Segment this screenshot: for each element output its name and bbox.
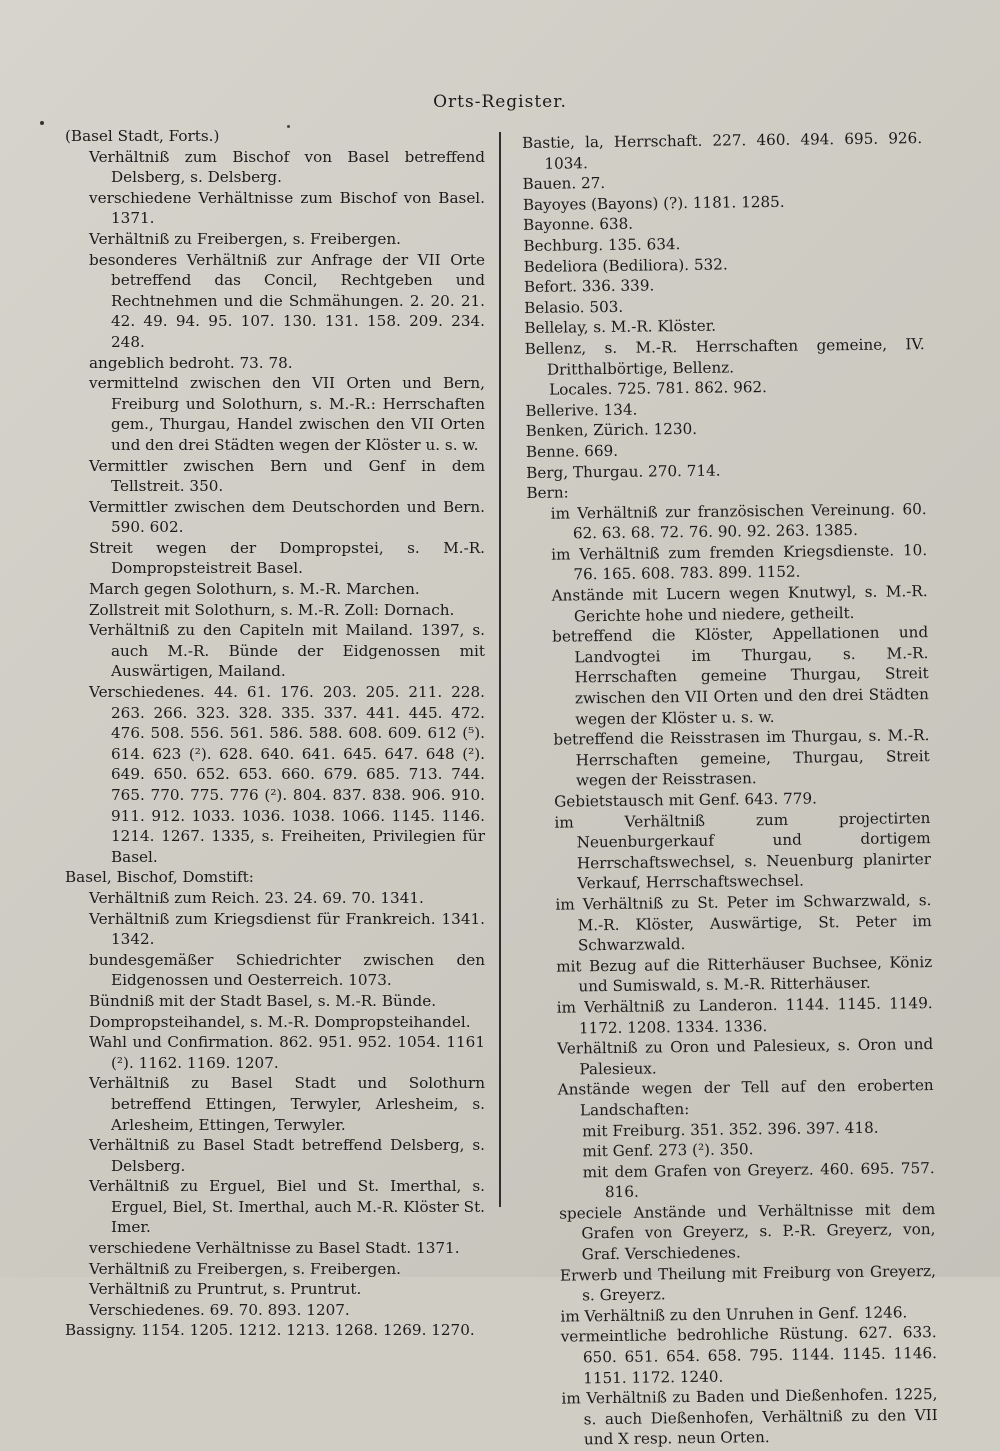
index-entry: Verschiedenes. 69. 70. 893. 1207. xyxy=(89,1300,350,1319)
index-entry: Bayonne. 638. xyxy=(523,215,634,235)
column-divider xyxy=(499,132,501,1207)
index-entry: vermeintliche bedrohliche Rüstung. 627. 633. 650. 651. 654. 658. 795. 1144. 1145. 1146. 1151. 1172. 1240. xyxy=(560,1323,938,1387)
index-entry: Anstände wegen der Tell auf den eroberten Landschaften: xyxy=(557,1076,934,1120)
index-entry: mit dem Grafen von Greyerz. 460. 695. 757. 816. xyxy=(582,1158,935,1202)
index-entry: Benne. 669. xyxy=(525,441,619,461)
index-entry: Wahl und Confirmation. 862. 951. 952. 1054. 1161 (²). 1162. 1169. 1207. xyxy=(89,1033,485,1072)
index-entry: Bündniß mit der Stadt Basel, s. M.-R. Bünde. xyxy=(89,991,437,1010)
index-entry: Bedeliora (Bediliora). 532. xyxy=(523,255,728,276)
index-entry: im Verhältniß zur französischen Vereinung. 60. 62. 63. 68. 72. 76. 90. 92. 263. 1385. xyxy=(550,499,927,543)
index-entry: speciele Anstände und Verhältnisse mit dem Grafen von Greyerz, s. P.-R. Greyerz, von, Graf. Verschiedenes. xyxy=(559,1199,936,1264)
index-entry: vermittelnd zwischen den VII Orten und Bern, Freiburg und Solothurn, s. M.-R.: Herrschaften gem., Thurgau, Handel zwischen den VII Orten und den drei Städten wegen der Klöster u. s. w. xyxy=(89,374,485,454)
index-entry: Verhältniß zum Reich. 23. 24. 69. 70. 1341. xyxy=(89,888,424,907)
index-entry: Verhältniß zu Pruntrut, s. Pruntrut. xyxy=(89,1280,362,1299)
index-entry: Bellenz, s. M.-R. Herrschaften gemeine, IV. Dritthalbörtige, Bellenz. xyxy=(524,335,925,379)
index-entry: Bellerive. 134. xyxy=(525,400,638,420)
index-entry: March gegen Solothurn, s. M.-R. Marchen. xyxy=(89,580,420,599)
index-entry: Bern: xyxy=(526,483,569,503)
index-entry: Bechburg. 135. 634. xyxy=(523,235,681,255)
index-entry: verschiedene Verhältnisse zu Basel Stadt. 1371. xyxy=(89,1239,460,1258)
index-entry: verschiedene Verhältnisse zum Bischof von Basel. 1371. xyxy=(89,188,485,228)
index-entry: Locales. 725. 781. 862. 962. xyxy=(549,378,768,399)
ink-speck xyxy=(40,121,44,125)
index-entry: Verschiedenes. 44. 61. 176. 203. 205. 211. 228. 263. 266. 323. 328. 335. 337. 441. 445. 472. 476. 508. 556. 561. 586. 588. 608. 609. 612 (⁵). 614. 623 (²). 628. 640. 641. 645. 647. 648 (²). 649. 650. 652. 653. 660. 679. 685. 713. 744. 765. 770. 775. 776 (²). 804. 837. 838. 906. 910. 911. 912. 1033. 1036. 1038. 1066. 1145. 1146. 1214. 1267. 1335, s. Freiheiten, Privilegien für Basel. xyxy=(89,683,485,866)
index-entry: mit Bezug auf die Ritterhäuser Buchsee, Köniz und Sumiswald, s. M.-R. Ritterhäuser. xyxy=(556,952,933,996)
index-entry: Verhältniß zu Oron und Palesieux, s. Oron und Palesieux. xyxy=(557,1035,934,1079)
index-entry: Verhältniß zu Freibergen, s. Freibergen. xyxy=(89,1259,401,1278)
index-entry: Gebietstausch mit Genf. 643. 779. xyxy=(554,789,817,811)
index-entry: Bayoyes (Bayons) (?). 1181. 1285. xyxy=(522,192,785,214)
index-entry: Basel, Bischof, Domstift: xyxy=(65,868,254,887)
index-entry: Verhältniß zum Bischof von Basel betreffend Delsberg, s. Delsberg. xyxy=(89,147,485,187)
index-entry: betreffend die Klöster, Appellationen und Landvogtei im Thurgau, s. M.-R. Herrschaften gemeine Thurgau, Streit zwischen den VII Orten und den drei Städten wegen der Klöster u. s. w. xyxy=(552,623,929,729)
index-entry: bundesgemäßer Schiedrichter zwischen den Eidgenossen und Oesterreich. 1073. xyxy=(89,950,485,990)
index-entry: Verhältniß zu Basel Stadt betreffend Delsberg, s. Delsberg. xyxy=(89,1136,485,1175)
left-column xyxy=(65,126,485,1341)
index-entry: Dompropsteihandel, s. M.-R. Dompropsteihandel. xyxy=(89,1012,471,1031)
index-entry: Vermittler zwischen Bern und Genf in dem Tellstreit. 350. xyxy=(89,456,485,496)
index-entry: Bastie, la, Herrschaft. 227. 460. 494. 695. 926. 1034. xyxy=(522,129,923,173)
index-entry: Bellelay, s. M.-R. Klöster. xyxy=(524,316,717,338)
index-entry: Verhältniß zu Erguel, Biel und St. Imerthal, s. Erguel, Biel, St. Imerthal, auch M.-R. Klöster St. Imer. xyxy=(89,1177,485,1237)
index-entry: Verhältniß zu Basel Stadt und Solothurn betreffend Ettingen, Terwyler, Arlesheim, s. Arlesheim, Ettingen, Terwyler. xyxy=(89,1074,485,1134)
index-entry: mit Freiburg. 351. 352. 396. 397. 418. xyxy=(582,1118,879,1140)
page-header: Orts-Register. xyxy=(433,92,567,112)
index-entry: Bassigny. 1154. 1205. 1212. 1213. 1268. 1269. 1270. xyxy=(65,1321,475,1340)
index-entry: Befort. 336. 339. xyxy=(523,276,655,297)
index-entry: betreffend die Reisstrasen im Thurgau, s. M.-R. Herrschaften gemeine, Thurgau, Streit wegen der Reisstrasen. xyxy=(553,726,930,790)
index-entry: angeblich bedroht. 73. 78. xyxy=(89,353,293,372)
index-entry: Benken, Zürich. 1230. xyxy=(525,420,698,441)
index-entry: im Verhältniß zu St. Peter im Schwarzwald, s. M.-R. Klöster, Auswärtige, St. Peter im Schwarzwald. xyxy=(555,891,932,955)
index-entry: im Verhältniß zum fremden Kriegsdienste. 10. 76. 165. 608. 783. 899. 1152. xyxy=(551,540,928,584)
index-entry: Berg, Thurgau. 270. 714. xyxy=(526,461,721,482)
index-entry: mit Genf. 273 (²). 350. xyxy=(582,1140,754,1161)
index-entry: im Verhältniß zum projectirten Neuenburgerkauf und dortigem Herrschaftswechsel, s. Neuenburg planirter Verkauf, Herrschaftswechsel. xyxy=(554,808,932,893)
index-entry: besonderes Verhältniß zur Anfrage der VII Orte betreffend das Concil, Rechtgeben und Rechtnehmen und die Schmähungen. 2. 20. 21. 42. 49. 94. 95. 107. 130. 131. 158. 209. 234. 248. xyxy=(89,250,485,351)
index-entry: Verhältniß zu Freibergen, s. Freibergen. xyxy=(89,229,401,248)
index-entry: (Basel Stadt, Forts.) xyxy=(65,127,220,145)
index-entry: Bauen. 27. xyxy=(522,174,606,194)
index-entry: im Verhältniß zu den Unruhen in Genf. 1246. xyxy=(560,1303,908,1326)
index-entry: Verhältniß zum Kriegsdienst für Frankreich. 1341. 1342. xyxy=(89,909,485,949)
index-entry: Erwerb und Theilung mit Freiburg von Greyerz, s. Greyerz. xyxy=(559,1261,937,1305)
index-entry: Belasio. 503. xyxy=(524,297,624,317)
right-column xyxy=(522,128,938,1451)
index-entry: im Verhältniß zu Baden und Dießenhofen. 1225, s. auch Dießenhofen, Verhältniß zu den VII und X resp. neun Orten. xyxy=(561,1385,938,1449)
index-entry: Verhältniß zu den Capiteln mit Mailand. 1397, s. auch M.-R. Bünde der Eidgenossen mit Auswärtigen, Mailand. xyxy=(89,621,485,681)
index-entry: Streit wegen der Dompropstei, s. M.-R. Dompropsteistreit Basel. xyxy=(89,538,485,578)
index-entry: Anstände mit Lucern wegen Knutwyl, s. M.-R. Gerichte hohe und niedere, getheilt. xyxy=(551,582,928,626)
index-entry: im Verhältniß zu Landeron. 1144. 1145. 1149. 1172. 1208. 1334. 1336. xyxy=(556,993,933,1037)
index-entry: Vermittler zwischen dem Deutschorden und Bern. 590. 602. xyxy=(89,497,485,537)
index-entry: Zollstreit mit Solothurn, s. M.-R. Zoll: Dornach. xyxy=(89,600,455,619)
